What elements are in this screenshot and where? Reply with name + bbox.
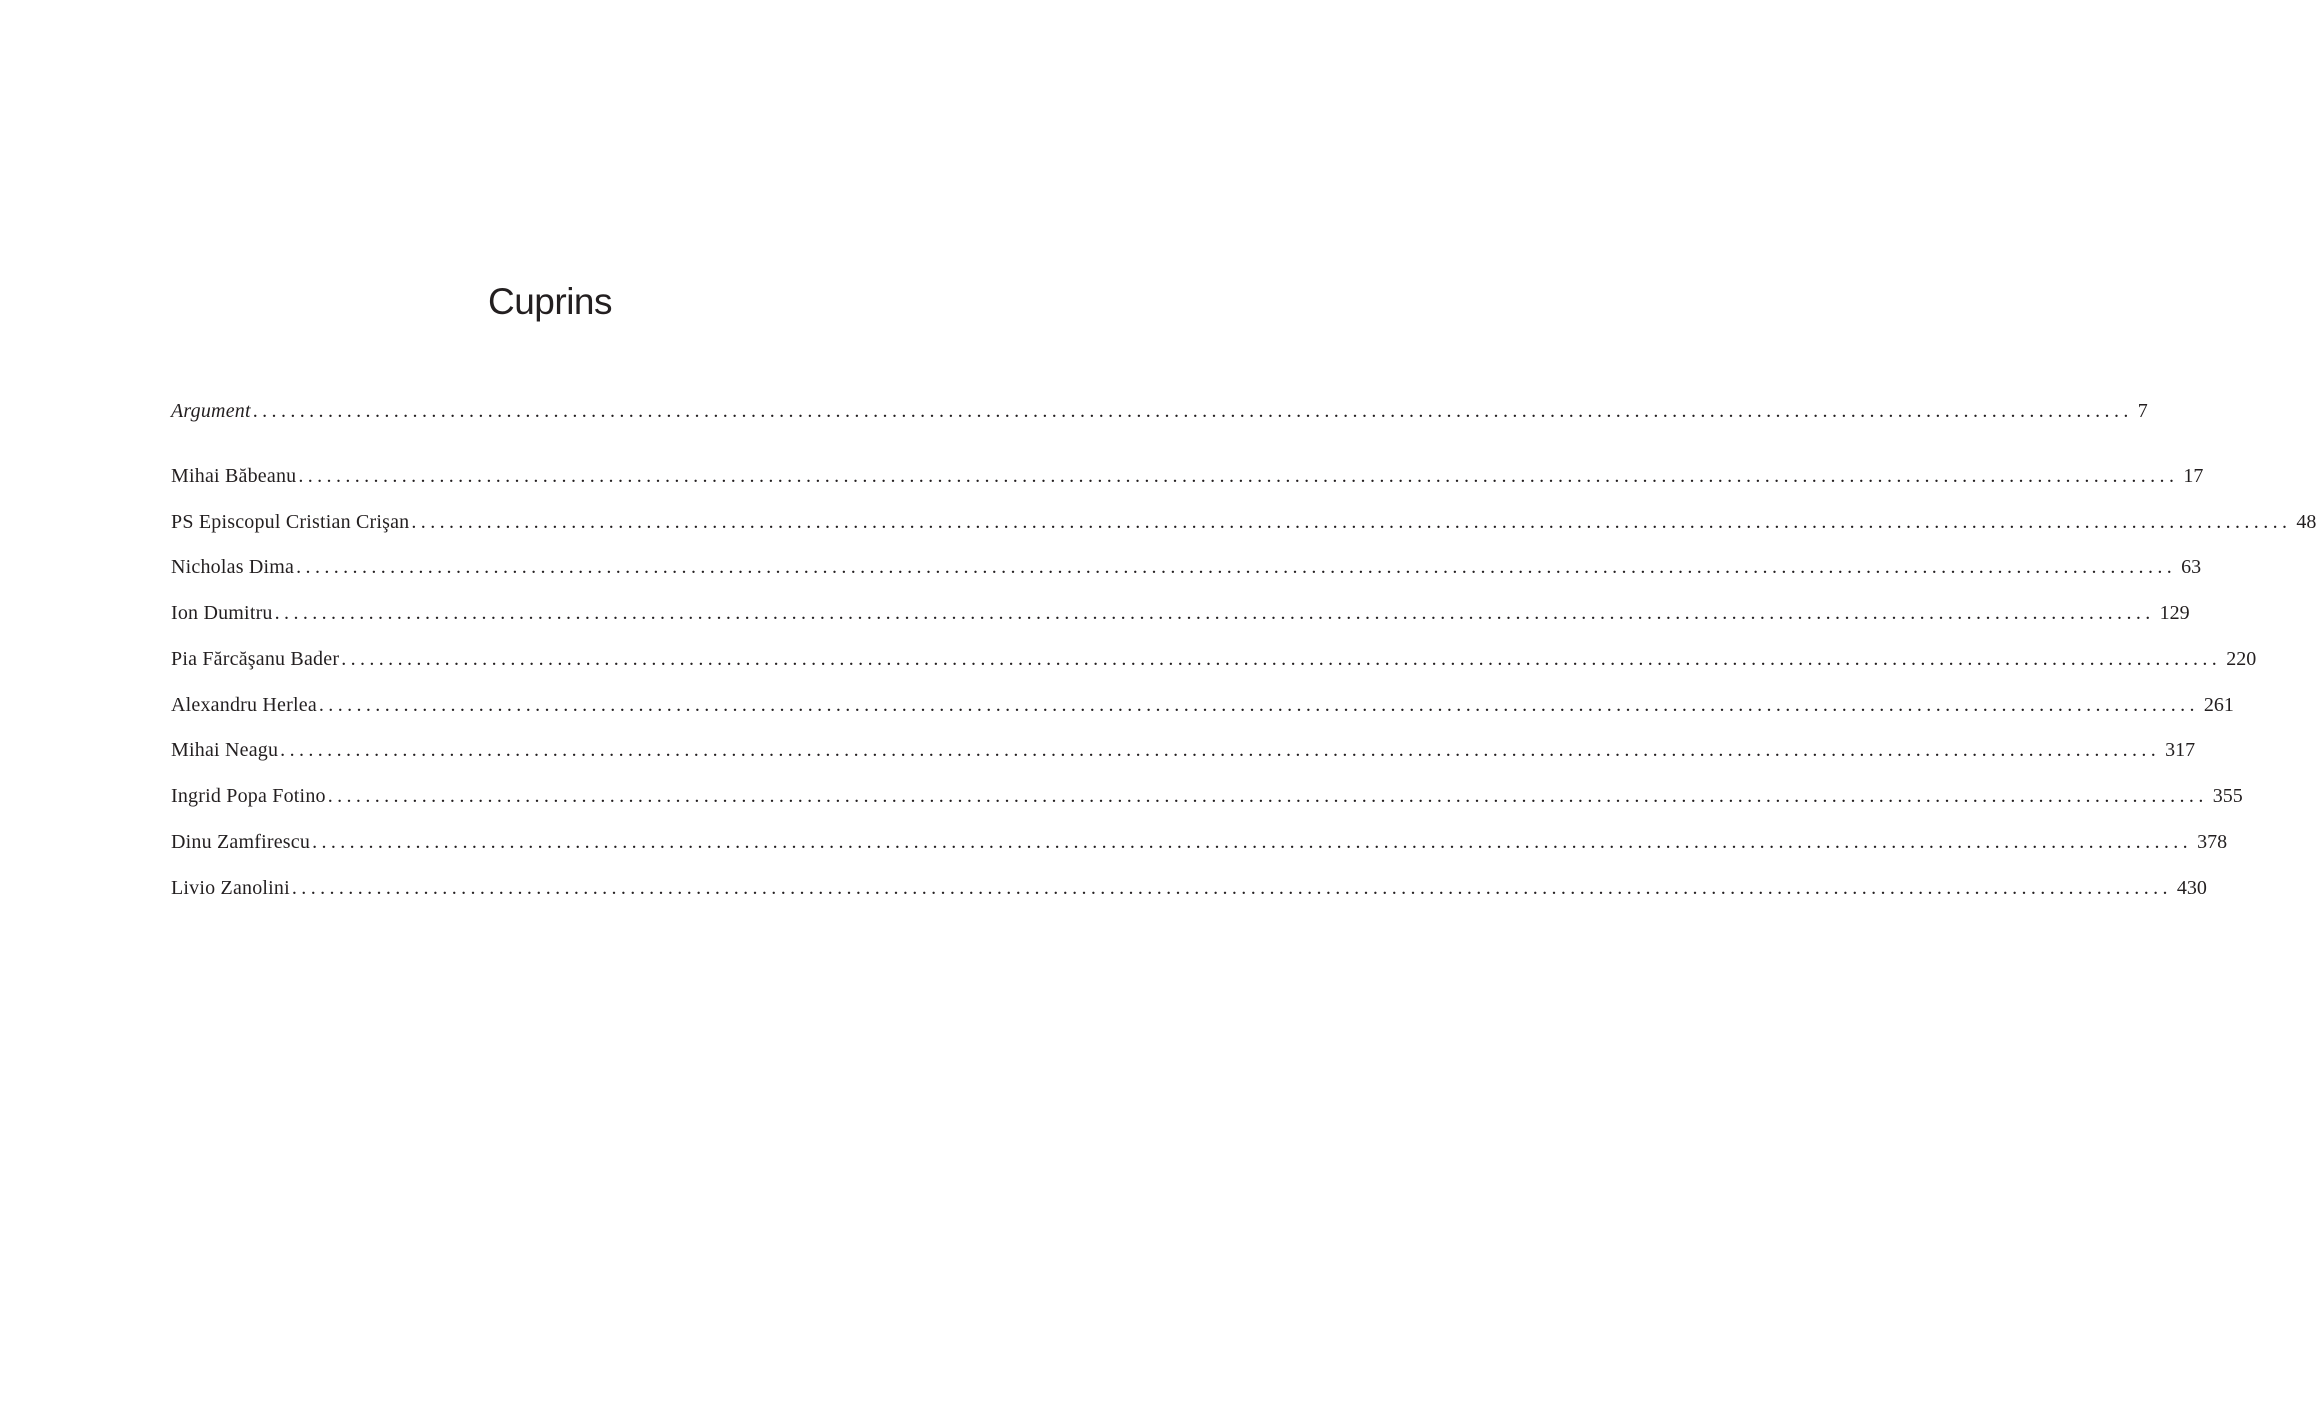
toc-entry — [171, 735, 2196, 765]
toc-dot-leader: ........................................................................................................................................................................................................ — [280, 739, 2161, 761]
toc-entry-page: 378 — [2197, 831, 2228, 853]
toc-entry-label: Alexandru Herlea — [171, 694, 317, 716]
page-title: Cuprins — [488, 281, 612, 322]
toc-entry-label: Nicholas Dima — [171, 556, 295, 578]
toc-entry-page: 317 — [2165, 739, 2196, 761]
toc-entry-page: 17 — [2183, 465, 2204, 487]
toc-dot-leader: ........................................................................................................................................................................................................ — [252, 400, 2133, 422]
toc-entry — [171, 873, 2207, 903]
toc-dot-leader: ........................................................................................................................................................................................................ — [312, 831, 2193, 853]
toc-entry-page: 129 — [2159, 602, 2190, 624]
toc-entry — [171, 598, 2190, 628]
toc-entry-label: Dinu Zamfirescu — [171, 831, 311, 853]
toc-dot-leader: ........................................................................................................................................................................................................ — [318, 694, 2199, 716]
toc-entry-page: 48 — [2296, 511, 2316, 533]
toc-entry-label: Pia Fărcăşanu Bader — [171, 648, 340, 670]
toc-entry-page: 261 — [2203, 694, 2234, 716]
toc-entry — [171, 644, 2257, 674]
toc-entry-label: PS Episcopul Cristian Crişan — [171, 511, 410, 533]
toc-entry-label: Argument — [171, 400, 251, 422]
toc-entry — [171, 396, 2148, 426]
toc-entry-page: 7 — [2137, 400, 2148, 422]
toc-entry-page: 430 — [2176, 877, 2207, 899]
toc-entry — [171, 507, 2316, 537]
toc-dot-leader: ........................................................................................................................................................................................................ — [291, 877, 2172, 899]
toc-entry-page: 63 — [2181, 556, 2202, 578]
toc-dot-leader: ........................................................................................................................................................................................................ — [274, 602, 2155, 624]
toc-entry — [171, 781, 2243, 811]
toc-entry-page: 355 — [2212, 785, 2243, 807]
toc-dot-leader: ........................................................................................................................................................................................................ — [341, 648, 2222, 670]
toc-entry — [171, 690, 2234, 720]
toc-entry-label: Mihai Neagu — [171, 739, 279, 761]
toc-dot-leader: ........................................................................................................................................................................................................ — [298, 465, 2179, 487]
toc-entry-label: Livio Zanolini — [171, 877, 290, 899]
toc-entry-label: Ingrid Popa Fotino — [171, 785, 326, 807]
toc-entry-label: Ion Dumitru — [171, 602, 273, 624]
toc-entry — [171, 461, 2204, 491]
toc-entry — [171, 827, 2228, 857]
toc-dot-leader: ........................................................................................................................................................................................................ — [411, 511, 2292, 533]
toc-entry — [171, 552, 2202, 582]
toc-entry-label: Mihai Băbeanu — [171, 465, 297, 487]
toc-dot-leader: ........................................................................................................................................................................................................ — [327, 785, 2208, 807]
toc-dot-leader: ........................................................................................................................................................................................................ — [296, 556, 2177, 578]
toc-entry-page: 220 — [2226, 648, 2257, 670]
